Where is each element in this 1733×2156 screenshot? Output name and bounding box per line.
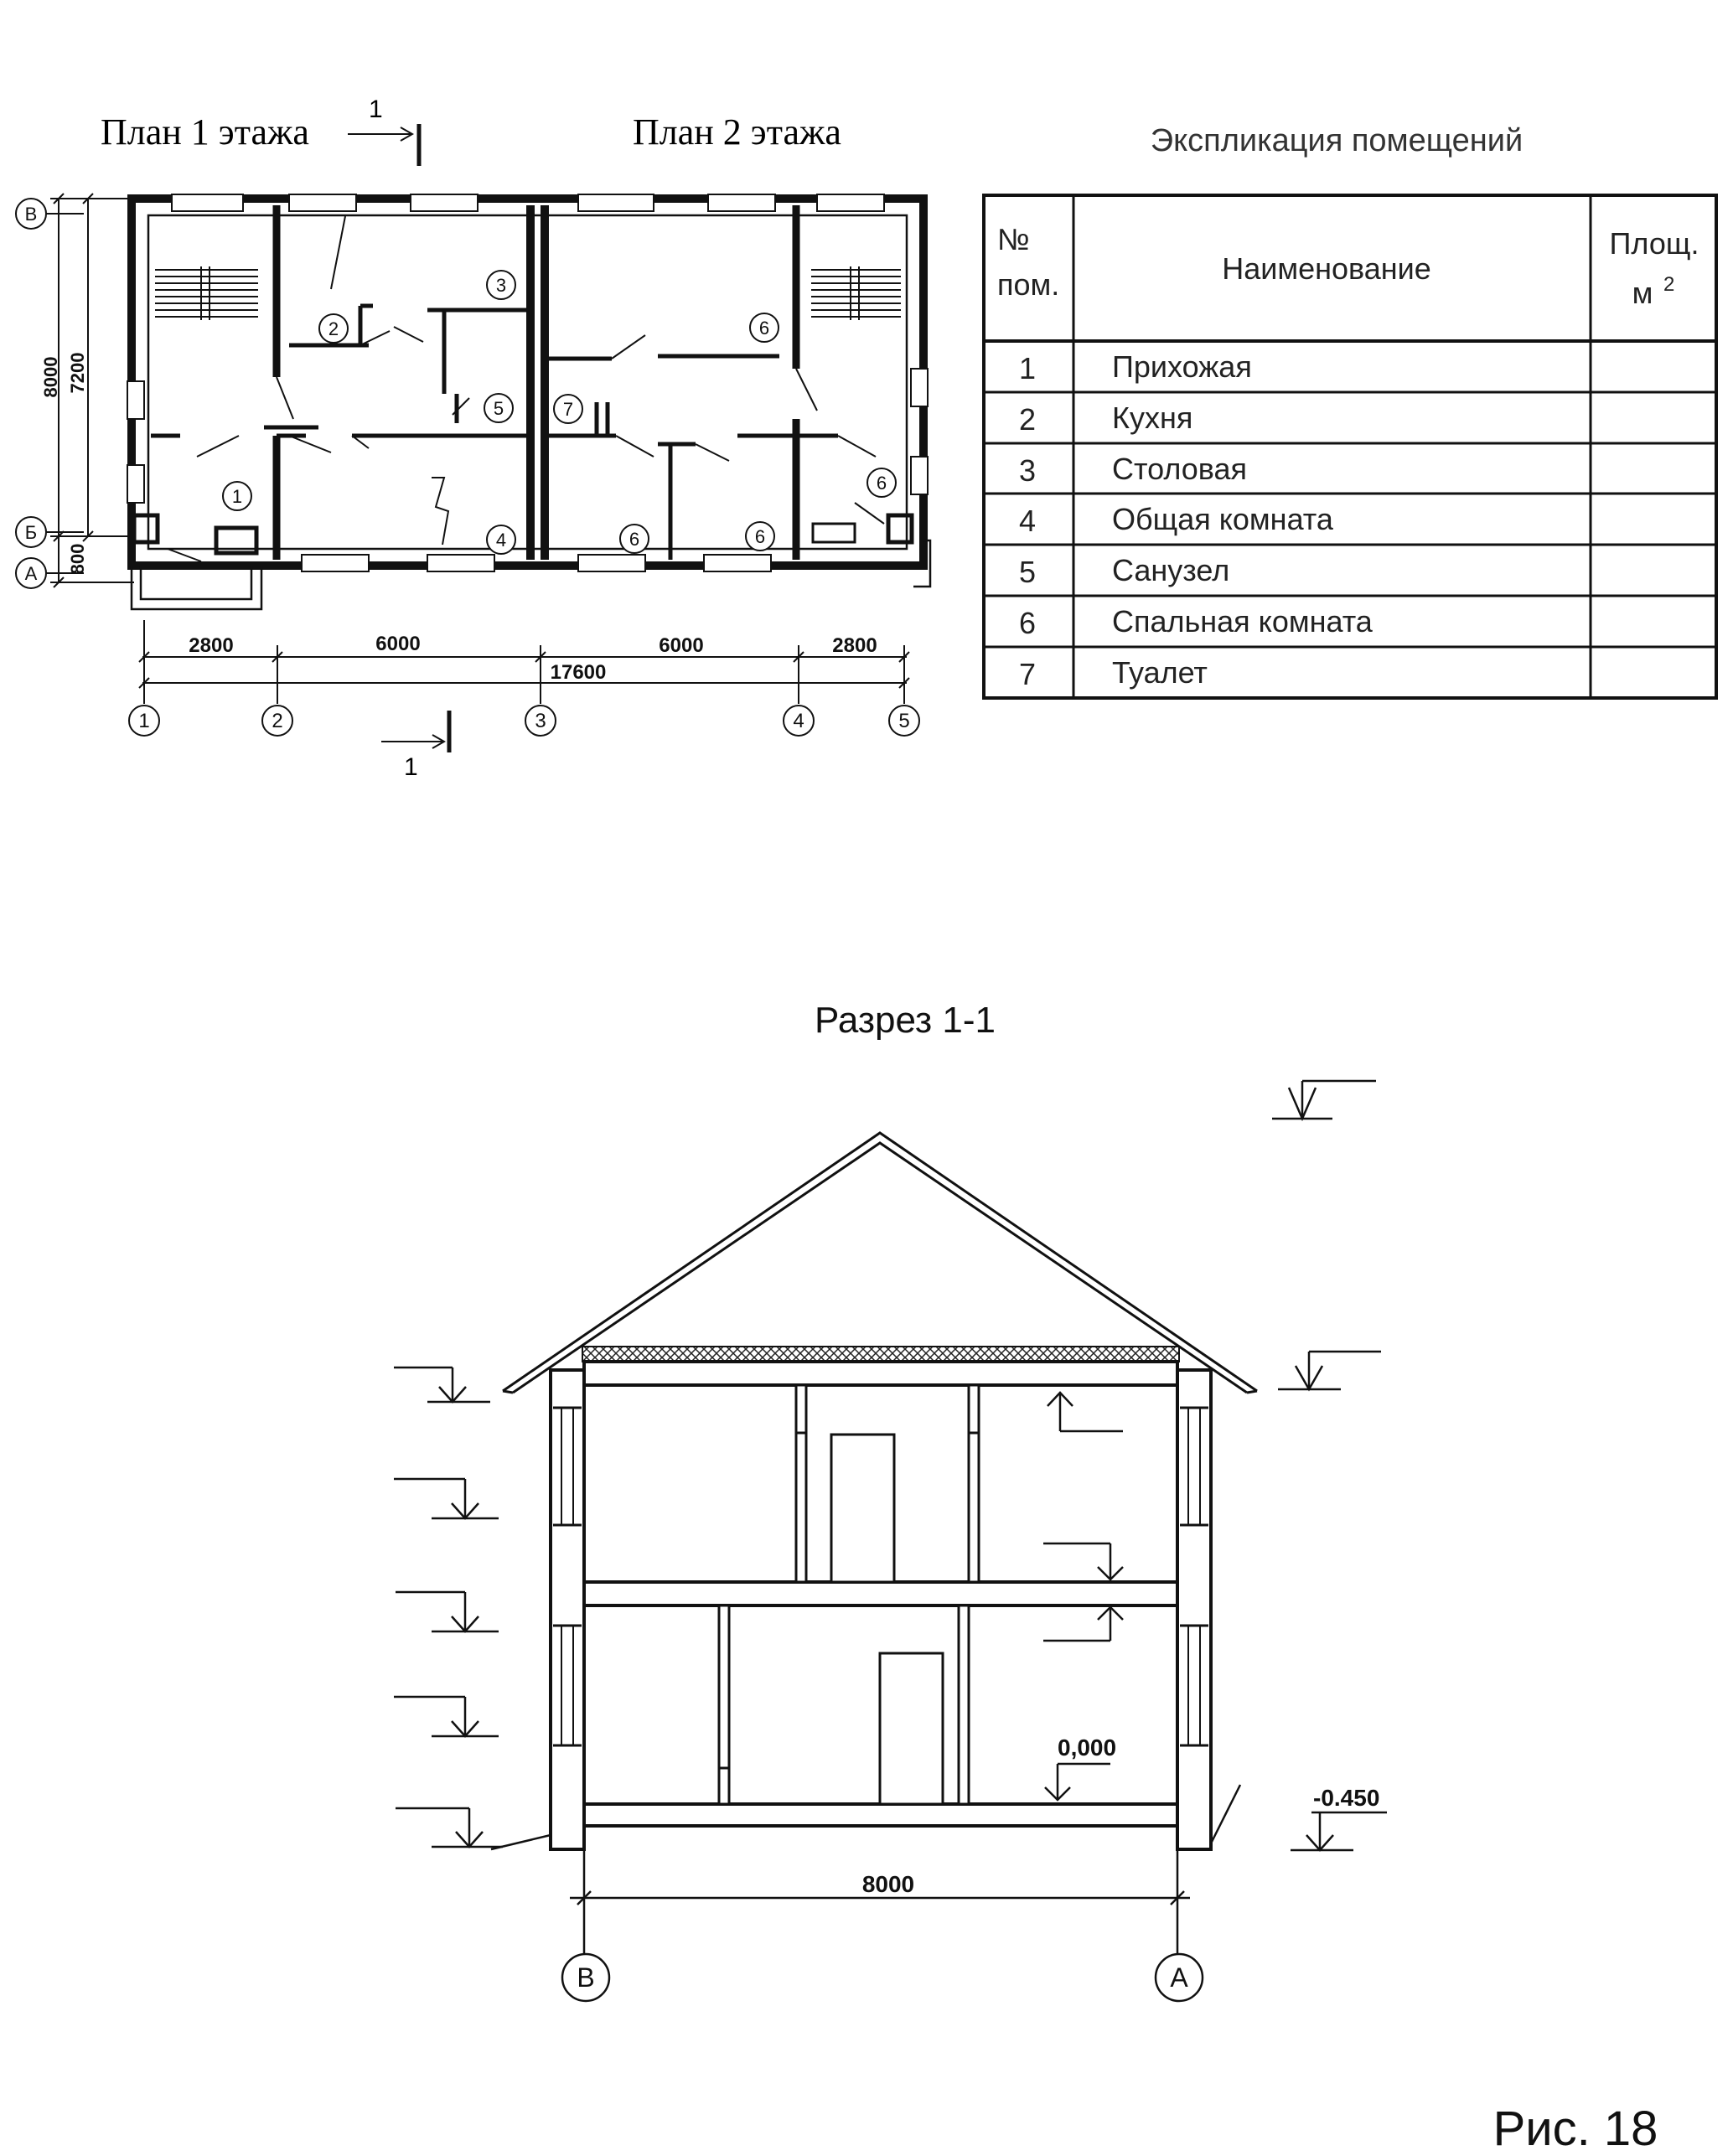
room-mark-6c xyxy=(746,522,774,551)
dim-17600: 17600 xyxy=(550,661,607,684)
svg-text:1: 1 xyxy=(231,486,243,507)
room-mark-7 xyxy=(554,395,582,423)
svg-text:4: 4 xyxy=(793,710,804,732)
header-area-2: м xyxy=(1632,276,1653,310)
row-2-no: 2 xyxy=(1018,402,1037,437)
plan-1-title: План 1 этажа xyxy=(101,111,309,153)
row-6-no: 6 xyxy=(1018,606,1037,640)
dim-8000-left: 8000 xyxy=(40,356,61,398)
row-6-name: Спальная комната xyxy=(1112,604,1373,639)
room-mark-6a xyxy=(750,313,779,342)
section-1-1 xyxy=(394,1000,1387,2001)
room-mark-6d xyxy=(867,468,896,497)
room-mark-2 xyxy=(319,314,348,343)
plan-2-title: План 2 этажа xyxy=(633,111,841,153)
dim-2800-a: 2800 xyxy=(189,634,234,657)
room-mark-5 xyxy=(484,394,513,422)
row-2-name: Кухня xyxy=(1112,401,1193,435)
axis-v xyxy=(16,199,84,229)
svg-text:5: 5 xyxy=(898,710,910,732)
axis-b xyxy=(16,517,84,547)
room-mark-6b xyxy=(620,525,649,553)
svg-text:А: А xyxy=(1170,1962,1188,1993)
axis-2 xyxy=(262,706,292,736)
level-zero: 0,000 xyxy=(1058,1735,1117,1760)
axis-4 xyxy=(784,706,814,736)
section-mark-top: 1 xyxy=(369,96,383,123)
dim-7200-left: 7200 xyxy=(67,352,88,394)
room-mark-3 xyxy=(487,271,515,299)
svg-text:6: 6 xyxy=(629,529,640,550)
svg-text:6: 6 xyxy=(754,526,766,547)
header-name: Наименование xyxy=(1222,251,1431,286)
section-mark-bottom: 1 xyxy=(404,753,418,781)
level-markers-left xyxy=(394,1368,503,1847)
svg-text:7: 7 xyxy=(562,399,574,420)
plan-dims-left xyxy=(50,194,134,587)
plan-walls xyxy=(132,199,930,609)
axis-3 xyxy=(525,706,556,736)
dim-800-left: 800 xyxy=(67,543,88,575)
dim-8000-section: 8000 xyxy=(861,1871,915,1897)
dim-2800-b: 2800 xyxy=(832,634,877,657)
row-4-name: Общая комната xyxy=(1112,502,1333,536)
svg-text:3: 3 xyxy=(495,275,507,296)
axis-bubble-v-section xyxy=(562,1954,609,2001)
svg-text:6: 6 xyxy=(876,473,887,494)
svg-text:А: А xyxy=(24,563,38,584)
figure-label: Рис. 18 xyxy=(1492,2102,1658,2156)
header-no-2: пом. xyxy=(997,267,1060,302)
section-marker-bottom xyxy=(381,711,449,781)
explication-table xyxy=(984,123,1716,698)
row-1-name: Прихожая xyxy=(1112,349,1252,384)
svg-text:4: 4 xyxy=(495,530,507,551)
header-area-1: Площ. xyxy=(1609,226,1699,261)
svg-text:Б: Б xyxy=(24,522,38,543)
dim-6000-b: 6000 xyxy=(659,634,704,657)
plan-dims-bottom xyxy=(139,620,909,704)
room-mark-4 xyxy=(487,525,515,554)
svg-text:2: 2 xyxy=(328,318,339,339)
section-axis-bubbles xyxy=(562,1954,1203,2001)
row-4-no: 4 xyxy=(1018,504,1037,538)
axis-bubbles-horizontal xyxy=(129,706,919,736)
axis-1 xyxy=(129,706,159,736)
header-no-1: № xyxy=(997,222,1030,256)
row-1-no: 1 xyxy=(1018,351,1037,385)
svg-text:1: 1 xyxy=(138,710,150,732)
row-3-name: Столовая xyxy=(1112,452,1247,486)
row-5-name: Санузел xyxy=(1112,553,1230,587)
floor-plans xyxy=(16,96,930,781)
svg-text:2: 2 xyxy=(272,710,283,732)
axis-5 xyxy=(889,706,919,736)
row-7-no: 7 xyxy=(1018,657,1037,691)
section-marker-top xyxy=(348,96,419,166)
row-5-no: 5 xyxy=(1018,555,1037,589)
section-title: Разрез 1-1 xyxy=(814,1000,996,1041)
room-mark-1 xyxy=(223,482,251,510)
row-7-name: Туалет xyxy=(1112,655,1208,690)
level-ground: -0.450 xyxy=(1313,1785,1380,1811)
attic-insulation xyxy=(582,1347,1179,1362)
svg-text:В: В xyxy=(24,204,38,225)
row-3-no: 3 xyxy=(1018,453,1037,488)
explication-title: Экспликация помещений xyxy=(1150,123,1523,158)
svg-text:5: 5 xyxy=(493,398,504,419)
explication-rows xyxy=(1019,349,1373,691)
dim-6000-a: 6000 xyxy=(375,633,421,655)
header-area-sup: 2 xyxy=(1663,273,1675,296)
axis-bubble-a-section xyxy=(1156,1954,1203,2001)
svg-text:3: 3 xyxy=(535,710,546,732)
svg-text:6: 6 xyxy=(758,318,770,339)
svg-text:В: В xyxy=(577,1962,595,1993)
